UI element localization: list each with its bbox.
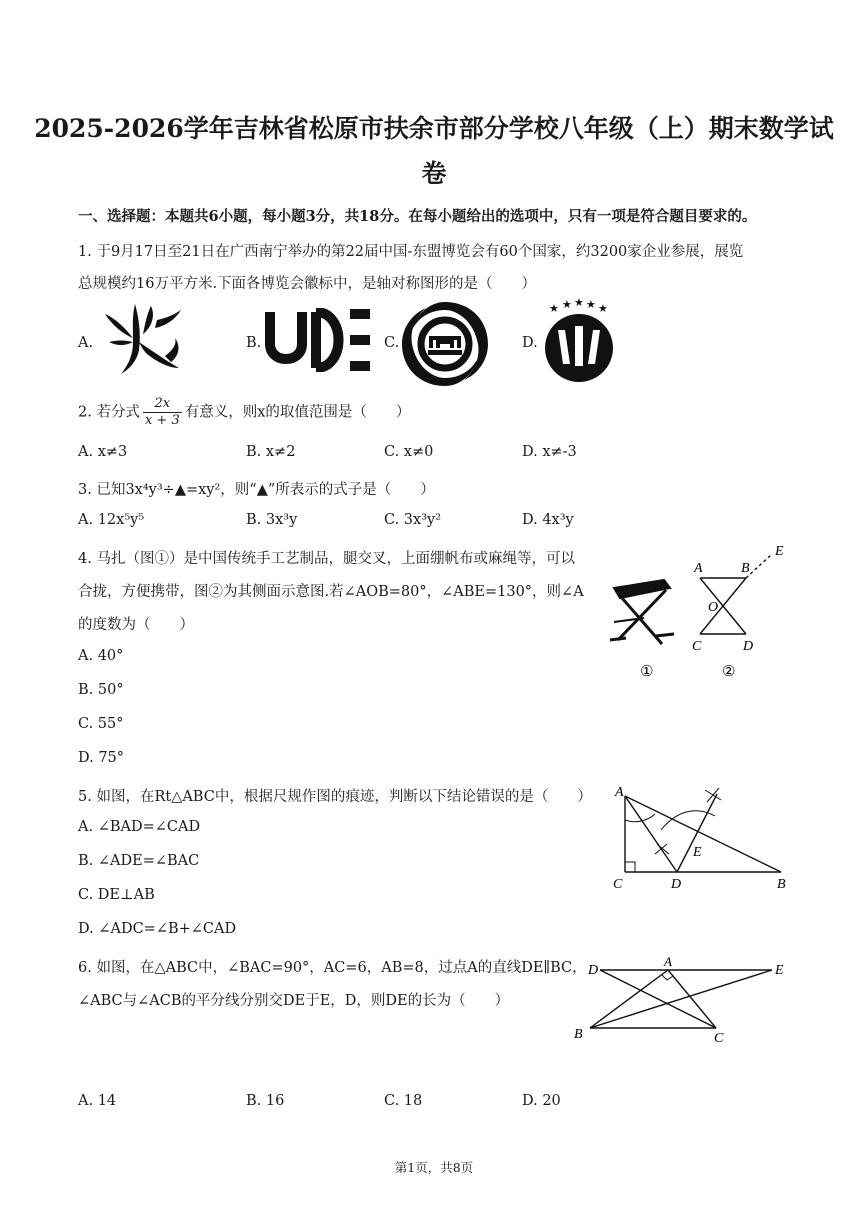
q6-figure — [572, 950, 794, 1050]
q1-option-d-label: D. — [522, 335, 538, 351]
q4-label-c: C — [692, 639, 702, 654]
q4-option-d: D. 75° — [78, 750, 125, 766]
q5-option-d: D. ∠ADC=∠B+∠CAD — [78, 921, 237, 937]
q2-option-c: C. x≠0 — [384, 444, 434, 460]
q6-option-d: D. 20 — [522, 1093, 561, 1109]
q6-label-a: A — [664, 954, 672, 969]
q4-figure — [600, 540, 800, 685]
svg-text:★: ★ — [574, 298, 584, 309]
svg-text:★: ★ — [549, 303, 559, 315]
q6-label-e: E — [775, 963, 784, 978]
exam-title-line1: 2025-2026学年吉林省松原市扶余市部分学校八年级（上）期末数学试 — [34, 114, 834, 143]
q2-option-b: B. x≠2 — [246, 444, 296, 460]
q4-label-d: D — [743, 639, 754, 654]
q6-option-c: C. 18 — [384, 1093, 423, 1109]
q1-option-b-label: B. — [246, 335, 262, 351]
folding-stool-icon — [610, 580, 674, 644]
q4-label-e: E — [775, 544, 784, 559]
q5-label-b: B — [777, 877, 786, 892]
q3-option-d: D. 4x³y — [522, 512, 574, 528]
q5-option-a: A. ∠BAD=∠CAD — [78, 819, 201, 835]
q2-fraction — [143, 396, 182, 429]
q4-label-o: O — [708, 600, 719, 615]
svg-text:★: ★ — [586, 299, 596, 311]
q6-option-b: B. 16 — [246, 1093, 285, 1109]
q2-fraction-numerator: 2x — [143, 396, 182, 413]
q5-stem: 5. 如图，在Rt△ABC中，根据尺规作图的痕迹，判断以下结论错误的是（ ） — [78, 789, 592, 805]
q4-option-b: B. 50° — [78, 682, 124, 698]
page-footer: 第1页，共8页 — [394, 1160, 474, 1175]
q4-line1: 4. 马扎（图①）是中国传统手工艺制品，腿交叉，上面绷帆布或麻绳等，可以 — [78, 551, 575, 567]
q3-option-a: A. 12x⁵y⁵ — [78, 512, 145, 528]
stool-schematic — [700, 554, 772, 634]
q5-option-b: B. ∠ADE=∠BAC — [78, 853, 200, 869]
q2-fraction-denominator: x + 3 — [144, 413, 180, 428]
q3-option-b: B. 3x³y — [246, 512, 298, 528]
section-heading: 一、选择题：本题共6小题，每小题3分，共18分。在每小题给出的选项中，只有一项是符合题目要求的。 — [78, 208, 757, 225]
q3-stem: 3. 已知3x⁴y³÷▲=xy²，则“▲”所表示的式子是（ ） — [78, 482, 435, 498]
logo-c-icon — [400, 300, 490, 388]
q4-line3: 的度数为（ ） — [78, 617, 194, 633]
q5-label-a: A — [615, 785, 624, 800]
q3-option-c: C. 3x³y² — [384, 512, 442, 528]
q1-line2: 总规模约16万平方米.下面各博览会徽标中，是轴对称图形的是（ ） — [78, 276, 537, 292]
q5-figure — [605, 780, 795, 895]
q6-label-d: D — [588, 963, 599, 978]
q1-option-c-label: C. — [384, 335, 400, 351]
logo-d-icon — [538, 298, 620, 384]
q1-option-a-label: A. — [78, 335, 94, 351]
q4-label-b: B — [741, 561, 750, 576]
q2-option-a: A. x≠3 — [78, 444, 128, 460]
q4-label-a: A — [694, 561, 703, 576]
q4-line2: 合拢，方便携带，图②为其侧面示意图.若∠AOB=80°，∠ABE=130°，则∠A — [78, 584, 584, 600]
q6-label-b: B — [574, 1027, 583, 1042]
q5-label-e: E — [693, 845, 702, 860]
q6-line2: ∠ABC与∠ACB的平分线分别交DE于E，D，则DE的长为（ ） — [78, 993, 510, 1009]
logo-a-icon — [95, 298, 187, 376]
q6-label-c: C — [714, 1031, 724, 1046]
q2-prefix: 2. 若分式 — [78, 404, 140, 421]
q5-label-c: C — [613, 877, 623, 892]
q1-line1: 1. 于9月17日至21日在广西南宁举办的第22届中国-东盟博览会有60个国家，约3200家企业参展，展览 — [78, 244, 744, 260]
q4-caption-1: ① — [640, 664, 654, 680]
q2-option-d: D. x≠-3 — [522, 444, 577, 460]
q6-line1: 6. 如图，在△ABC中，∠BAC=90°，AC=6，AB=8，过点A的直线DE∥BC， — [78, 960, 587, 976]
q5-option-c: C. DE⊥AB — [78, 887, 155, 903]
q4-caption-2: ② — [722, 664, 736, 680]
q2-suffix: 有意义，则x的取值范围是（ ） — [184, 404, 411, 421]
svg-text:★: ★ — [598, 303, 608, 315]
q4-option-c: C. 55° — [78, 716, 124, 732]
logo-b-icon — [262, 308, 374, 372]
q4-option-a: A. 40° — [78, 648, 124, 664]
q5-label-d: D — [671, 877, 682, 892]
svg-text:★: ★ — [562, 299, 572, 311]
q6-option-a: A. 14 — [78, 1093, 117, 1109]
exam-title-line2: 卷 — [421, 159, 447, 188]
